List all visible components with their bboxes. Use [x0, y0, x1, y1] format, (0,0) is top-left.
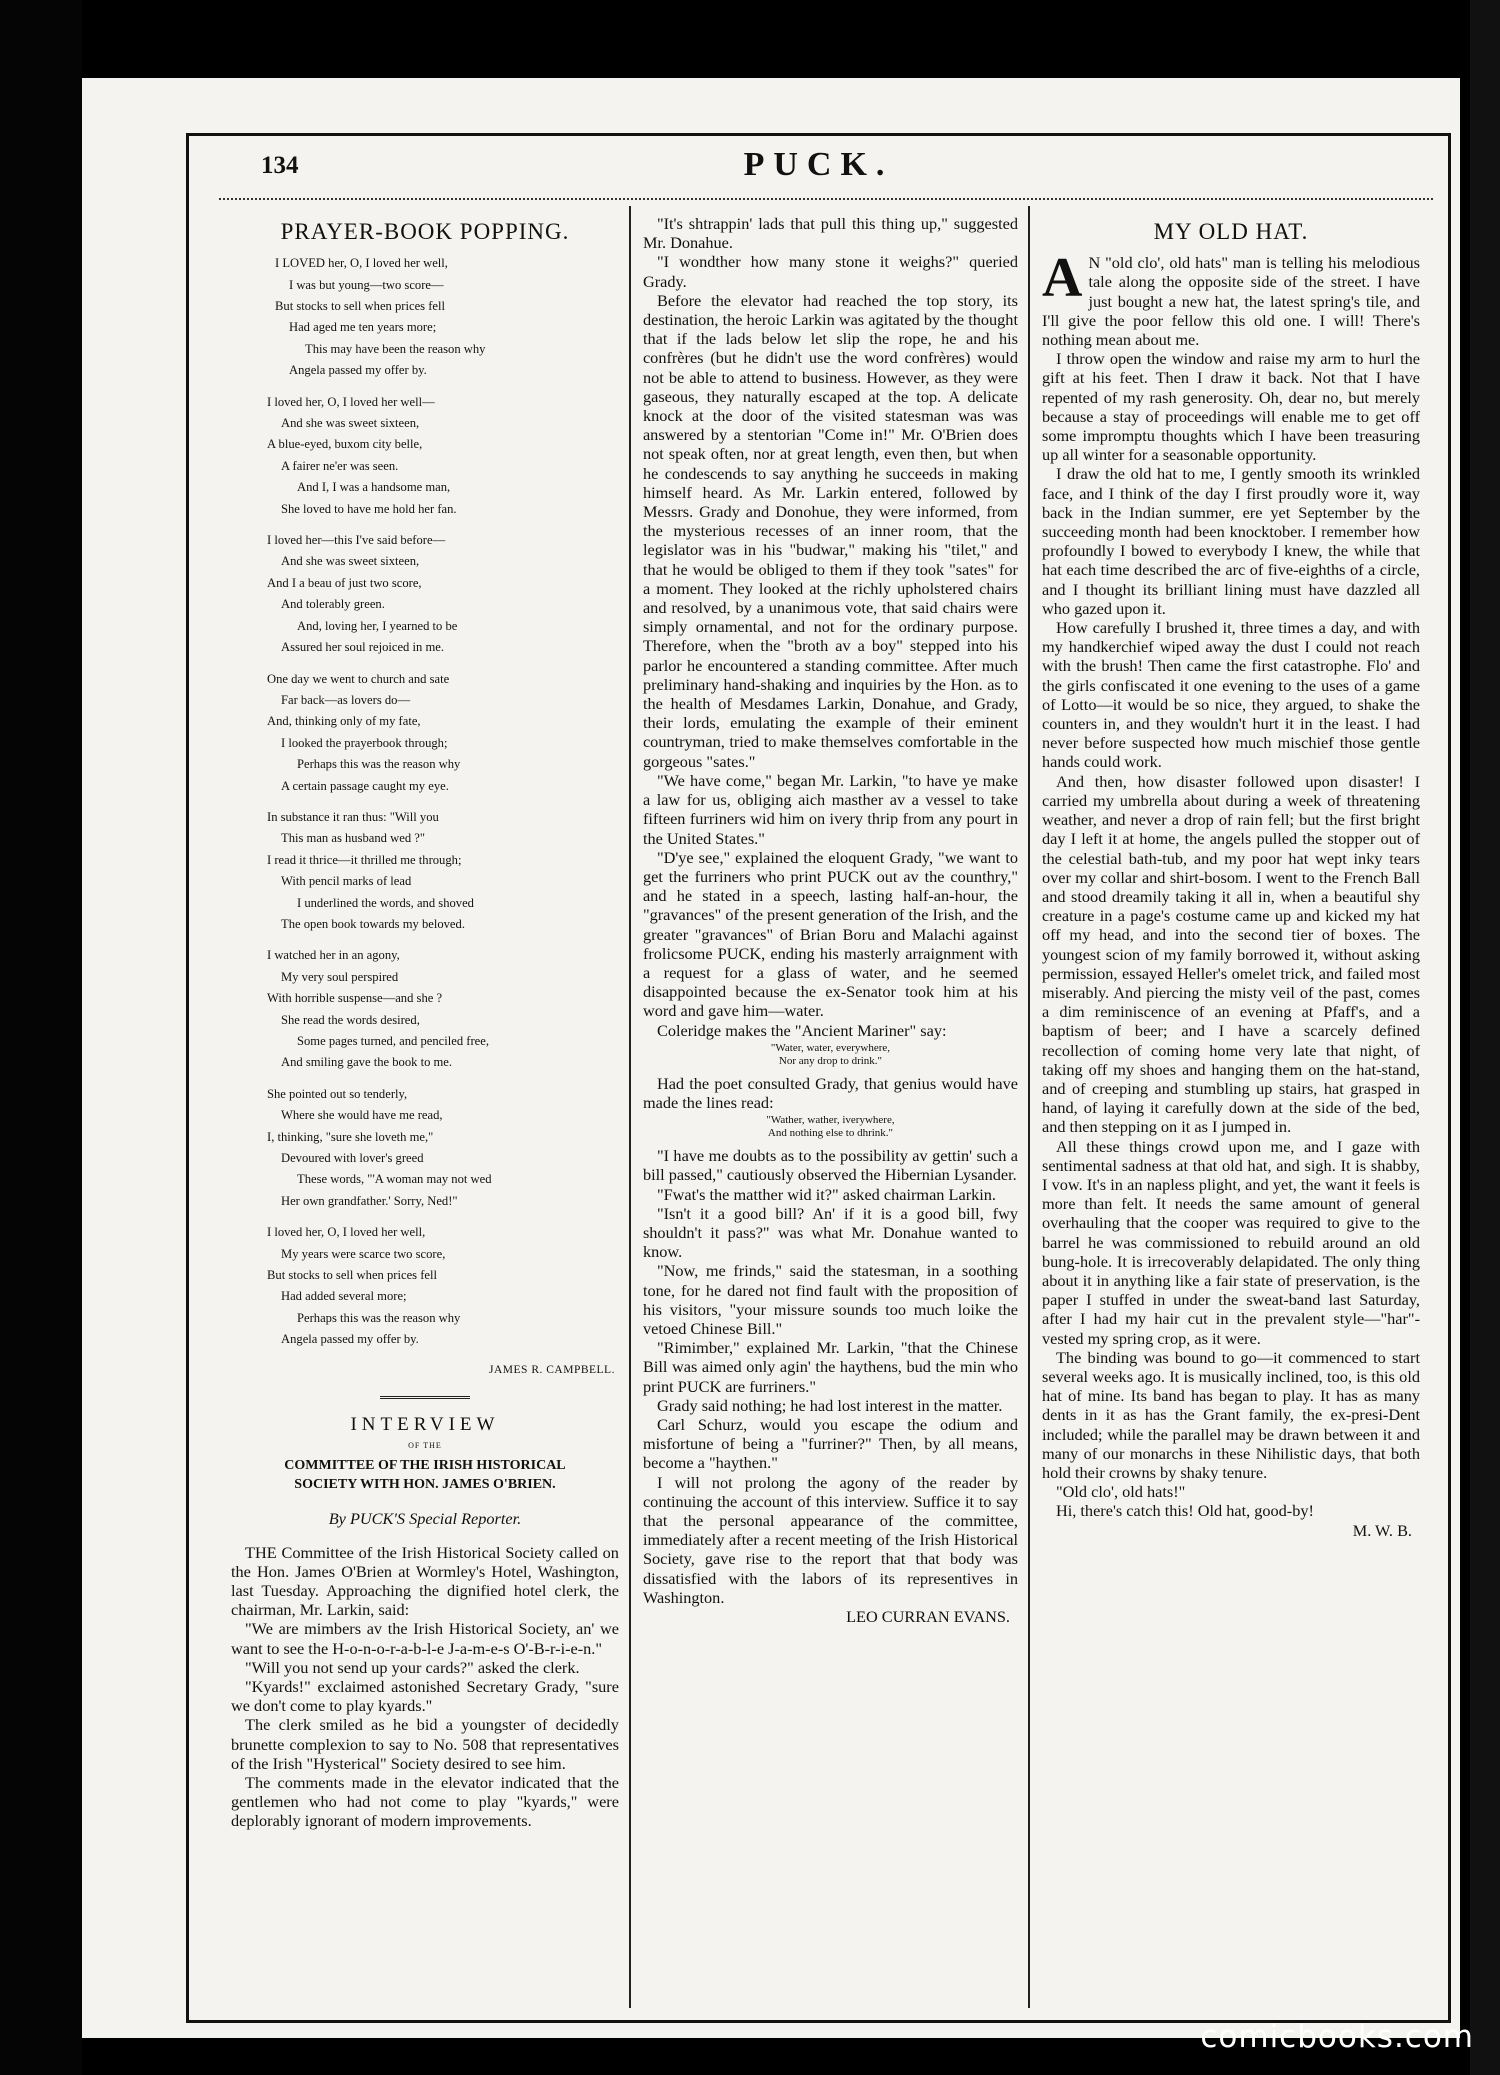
poem-line: I LOVED her, O, I loved her well,: [275, 256, 448, 271]
paragraph: Before the elevator had reached the top story, its destination, the heroic Larkin was agitated by the thought that if the lads below let slip the rope, he and his confrères (but he didn't use the word confrères) would not be able to attend to business. However, as they were gaseous, they naturally escaped at the top. A delicate knock at the door of the visited statesman was was answered by a stentorian "Come in!" Mr. O'Brien does not speak often, nor at great length, even then, but when he condescends to say anything he succeeds in making himself heard. As Mr. Larkin entered, followed by Messrs. Grady and Donohue, they were informed, from the mysterious recesses of an inner room, that the legislator was in his "budwar," making his "tilet," and that he would be obliged to them if they took "sates" for a moment. They looked at the richly upholstered chairs and resolved, by a unanimous vote, that said chairs were simply ornamental, and not for the ordinary purpose. Therefore, when the "broth av a boy" stepped into his parlor he encountered a standing committee. After much preliminary hand-shaking and inquiries by the Hon. as to the health of Mesdames Larkin, Donahue, and Grady, their lords, emulating the example of their eminent countryman, tried to make themselves comfortable in the gorgeous "sates.": [642, 290, 1018, 771]
poem-line: Some pages turned, and penciled free,: [297, 1034, 489, 1049]
poem-line: And she was sweet sixteen,: [281, 416, 420, 431]
poem-line: My very soul perspired: [281, 969, 399, 984]
columns: [219, 206, 1430, 2008]
page-number: 134: [261, 152, 299, 179]
paragraph: "It's shtrappin' lads that pull this thing up," suggested Mr. Donahue.: [642, 214, 1018, 253]
poem-line: Perhaps this was the reason why: [297, 1310, 461, 1325]
poem-line: This may have been the reason why: [305, 341, 486, 356]
drop-cap-letter: A: [1041, 247, 1083, 310]
interview-subtitle-line-1: COMMITTEE OF THE IRISH HISTORICAL: [284, 1458, 566, 1474]
poem-line: And I, I was a handsome man,: [297, 480, 451, 495]
paragraph: "We are mimbers av the Irish Historical Society, an' we want to see the H-o-n-o-r-a-b-l-e J-a-m-e-s O'-B-r-i-e-n.": [231, 1619, 619, 1658]
quote-line: "Water, water, everywhere,: [770, 1041, 890, 1054]
poem-line: She pointed out so tenderly,: [267, 1086, 408, 1101]
paragraph: All these things crowd upon me, and I gaze with sentimental sadness at that old hat, and sigh. It is shabby, I vow. It's in an napless plight, and yet, the want it feels is more than felt. It needs the same amount of general overhauling that the cooper was required to give to the barrel he was commissioned to rebuild around an old bung-hole. It is irrecoverably delapidated. The only thing about it in anything like a fair state of preservation, is the paper I stuffed in under the sweat-band last Saturday, after I had my hair cut in the prevalent style—"har"-vested my spring crop, as it were.: [1041, 1136, 1420, 1348]
magazine-page: [82, 78, 1460, 2038]
poem-line: She loved to have me hold her fan.: [281, 501, 457, 516]
paragraph: Coleridge makes the "Ancient Mariner" say:: [656, 1020, 947, 1040]
poem-line: The open book towards my beloved.: [281, 916, 465, 931]
paragraph: Hi, there's catch this! Old hat, good-by!: [1055, 1501, 1314, 1521]
quote-line: And nothing else to dhrink.": [767, 1127, 894, 1140]
article-signature: LEO CURRAN EVANS.: [846, 1607, 1010, 1627]
poem-line: I loved her—this I've said before—: [267, 533, 446, 548]
poem-line: But stocks to sell when prices fell: [267, 1268, 437, 1283]
page-frame: [186, 133, 1451, 2023]
paragraph: The comments made in the elevator indicated that the gentlemen who had not come to play "kyards," were deplorably ignorant of modern improvements.: [231, 1772, 619, 1831]
interview-title: INTERVIEW: [350, 1413, 500, 1435]
poem-title: PRAYER-BOOK POPPING.: [280, 219, 570, 244]
poem-stanza: [275, 253, 619, 381]
poem-line: A certain passage caught my eye.: [281, 778, 449, 793]
paragraph: "Now, me frinds," said the statesman, in a soothing tone, for he dared not find fault with the proposition of his visitors, "your missure sounds too much loike the vetoed Chinese Bill.": [642, 1261, 1018, 1338]
poem-line: She read the words desired,: [281, 1012, 420, 1027]
quote-line: Nor any drop to drink.": [778, 1054, 883, 1067]
paragraph: "D'ye see," explained the eloquent Grady, "we want to get the furriners who print PUCK out av the counthry," and he stated in a speech, lasting half-an-hour, the "gravances" of the present generation of the Irish, and the greater "gravances" of Brian Boru and Malachi against frolicsome PUCK, ending his masterly arraignment with a request for a glass of water, and he seemed disappointed because the ex-Senator took him at his word and gave him—water.: [642, 847, 1018, 1021]
paragraph: "Old clo', old hats!": [1055, 1482, 1186, 1502]
interview-continued-c: [643, 1146, 1018, 1607]
column-middle: [629, 206, 1028, 2008]
poem-line: I read it thrice—it thrilled me through;: [267, 852, 462, 867]
section-divider: [380, 1396, 470, 1401]
poem-line: Angela passed my offer by.: [281, 1332, 419, 1347]
poem-stanza: [267, 1222, 619, 1350]
paragraph: "Will you not send up your cards?" asked the clerk.: [245, 1657, 580, 1677]
poem-line: I loved her, O, I loved her well,: [267, 1225, 426, 1240]
poem-line: One day we went to church and sate: [267, 671, 450, 686]
quote-coleridge: [643, 1042, 1018, 1068]
paragraph: I throw open the window and raise my arm to hurl the gift at his feet. Then I draw it back. Not that I have repented of my rash generosity. Oh, dear no, but merely because a stay of proceedings will enable me to get off some impromptu thoughts which I have been treasuring up all winter for a seasonable opportunity.: [1041, 349, 1420, 465]
poem-stanza: [267, 669, 619, 797]
poem-stanza: [267, 530, 619, 658]
paragraph: "I have me doubts as to the possibility av gettin' such a bill passed," cautiously observed the Hibernian Lysander.: [642, 1146, 1018, 1185]
paragraph: I draw the old hat to me, I gently smooth its wrinkled face, and I think of the day I first proudly wore it, way back in the Indian summer, ere yet September by the succeeding month had been knocktober. I remember how profoundly I bowed to everybody I knew, the while that hat each time described the arc of five-eighths of a circle, and I thought its brilliant lining must have dazzled all who gazed upon it.: [1041, 464, 1420, 618]
scan-margin-right: [1470, 0, 1500, 2075]
poem-line: This man as husband wed ?": [281, 831, 425, 846]
interview-continued-a: [643, 214, 1018, 1040]
poem-line: Where she would have me read,: [281, 1108, 443, 1123]
interview-of-the: OF THE: [408, 1441, 442, 1451]
poem-line: Devoured with lover's greed: [281, 1151, 424, 1166]
poem-line: Far back—as lovers do—: [281, 692, 411, 707]
interview-subtitle-line-2: SOCIETY WITH HON. JAMES O'BRIEN.: [294, 1477, 556, 1493]
quote-grady: [643, 1114, 1018, 1140]
poem-line: Had aged me ten years more;: [289, 320, 437, 335]
poem-line: Angela passed my offer by.: [289, 363, 427, 378]
poem-line: I loved her, O, I loved her well—: [267, 394, 435, 409]
poem-line: Assured her soul rejoiced in me.: [281, 640, 444, 655]
essay-signature: M. W. B.: [1352, 1520, 1412, 1540]
quote-line: "Wather, wather, iverywhere,: [766, 1114, 895, 1127]
poem-line: But stocks to sell when prices fell: [275, 299, 445, 314]
watermark: comicbooks.com: [1200, 2019, 1474, 2055]
essay-body: [1042, 349, 1420, 1520]
poem-stanza: [267, 392, 619, 520]
poem: [267, 253, 619, 1351]
interview-body: [231, 1543, 619, 1831]
column-right: [1028, 206, 1430, 2008]
poem-line: My years were scarce two score,: [281, 1246, 446, 1261]
poem-line: I was but young—two score—: [289, 277, 444, 292]
paragraph: "Rimimber," explained Mr. Larkin, "that the Chinese Bill was aimed only agin' the haythens, bud the min who print PUCK are furriners.": [642, 1338, 1018, 1396]
paragraph: And then, how disaster followed upon disaster! I carried my umbrella about during a week of threatening weather, and never a drop of rain fell; but the first bright day I left it at home, the angels pulled the stopper out of the celestial bath-tub, and my poor hat wept inky tears over my collar and shirt-bosom. I went to the French Ball and stood dreamily taking it all in, when a beautiful shy creature in a page's costume came up and kicked my hat off my head, and into the second tier of boxes. The youngest scion of my family borrowed it, without asking permission, essayed Heller's omelet trick, and failed most miserably. And piercing the misty veil of the past, comes a dim reminiscence of an evening at Pfaff's, and a baptism of beer; and I have a scarcely defined recollection of coming home very late that night, of taking off my shoes and hanging them on the hat-stand, and of creeping and stumbling up stairs, hat grasped in hand, of laying it carefully down at the side of the bed, and then stepping on it as I jumped in.: [1041, 771, 1420, 1137]
paragraph: "Fwat's the matther wid it?" asked chairman Larkin.: [656, 1184, 996, 1204]
paragraph: "Isn't it a good bill? An' if it is a good bill, fwy shouldn't it pass?" was what Mr. Donahue wanted to know.: [642, 1203, 1018, 1262]
scan-margin-left: [0, 0, 82, 2075]
magazine-title: PUCK.: [743, 146, 894, 183]
poem-line: With pencil marks of lead: [281, 874, 412, 889]
paragraph: The binding was bound to go—it commenced to start several weeks ago. It is musically inclined, too, is this old hat of mine. Its band has began to play. It has as many dents in it as has the Grant family, the ex-presi-Dent included; while the parallel may be drawn between it and many of our monarchs in these Nihilistic days, that both hold their crowns by shaky tenure.: [1041, 1347, 1420, 1482]
poem-line: And, thinking only of my fate,: [267, 714, 421, 729]
poem-line: I watched her in an agony,: [267, 948, 400, 963]
poem-line: With horrible suspense—and she ?: [267, 991, 443, 1006]
poem-line: And smiling gave the book to me.: [281, 1055, 453, 1070]
poem-line: A blue-eyed, buxom city belle,: [267, 437, 423, 452]
paragraph: THE Committee of the Irish Historical Society called on the Hon. James O'Brien at Wormley's Hotel, Washington, last Tuesday. Approaching the dignified hotel clerk, the chairman, Mr. Larkin, said:: [231, 1542, 619, 1620]
poem-line: And she was sweet sixteen,: [281, 554, 420, 569]
column-left: [219, 206, 629, 2008]
poem-line: And, loving her, I yearned to be: [297, 618, 458, 633]
poem-line: A fairer ne'er was seen.: [281, 458, 399, 473]
essay-title: MY OLD HAT.: [1153, 219, 1309, 244]
poem-stanza: [267, 807, 619, 935]
paragraph: How carefully I brushed it, three times a day, and with my handkerchief wiped away the dust I could not reach with the brush! Then came the first catastrophe. Flo' and the girls confiscated it one evening to the uses of a game of Lotto—it would be so nice, they argued, to shake the counters in, and they wouldn't hurt it in the least. I had never before suspected how much mischief those gentle hands could work.: [1041, 618, 1420, 772]
interview-byline: By PUCK'S Special Reporter.: [328, 1509, 522, 1529]
poem-line: Her own grandfather.' Sorry, Ned!": [281, 1193, 458, 1208]
poem-stanza: [267, 1084, 619, 1212]
essay-opening: [1041, 247, 1420, 350]
poem-line: I, thinking, "sure she loveth me,": [267, 1129, 434, 1144]
paragraph: The clerk smiled as he bid a youngster of decidedly brunette complexion to say to No. 508 that representatives of the Irish "Hysterical" Society desired to see him.: [231, 1715, 619, 1773]
poem-line: Perhaps this was the reason why: [297, 757, 461, 772]
poem-line: I looked the prayerbook through;: [281, 735, 448, 750]
paragraph: "We have come," began Mr. Larkin, "to have ye make a law for us, obliging aich masther av a vessel to take fifteen furriners wid him on ivery thrip from any pourt in the United States.": [642, 770, 1018, 848]
paragraph: I will not prolong the agony of the reader by continuing the account of this interview. Suffice it to say that the personal appearance of the committee, immediately after a recent meeting of the Irish Historical Society, gave rise to the report that that body was dissatisfied with the labors of its representives in Washington.: [642, 1472, 1018, 1607]
poem-line: And tolerably green.: [281, 597, 385, 612]
paragraph: Grady said nothing; he had lost interest in the matter.: [656, 1395, 1003, 1415]
poem-line: Had added several more;: [281, 1289, 407, 1304]
paragraph: Carl Schurz, would you escape the odium and misfortune of being a "furriner?" Then, by all means, become a "haythen.": [642, 1414, 1018, 1473]
paragraph: Had the poet consulted Grady, that genius would have made the lines read:: [642, 1073, 1018, 1112]
poem-line: These words, "'A woman may not wed: [297, 1172, 492, 1187]
poem-line: I underlined the words, and shoved: [297, 895, 474, 910]
poem-author: JAMES R. CAMPBELL.: [489, 1363, 615, 1376]
masthead: [189, 136, 1448, 206]
paragraph: "I wondther how many stone it weighs?" queried Grady.: [642, 252, 1018, 291]
paragraph: N "old clo', old hats" man is telling his melodious tale along the opposite side of the street. I have just bought a new hat, the latest spring's tile, and I'll give the poor fellow this old one. I will! There's nothing mean about me.: [1041, 253, 1420, 350]
header-rule: [219, 198, 1433, 200]
poem-line: In substance it ran thus: "Will you: [267, 809, 439, 824]
poem-stanza: [267, 945, 619, 1073]
poem-line: And I a beau of just two score,: [267, 575, 422, 590]
paragraph: "Kyards!" exclaimed astonished Secretary Grady, "sure we don't come to play kyards.": [231, 1676, 619, 1716]
